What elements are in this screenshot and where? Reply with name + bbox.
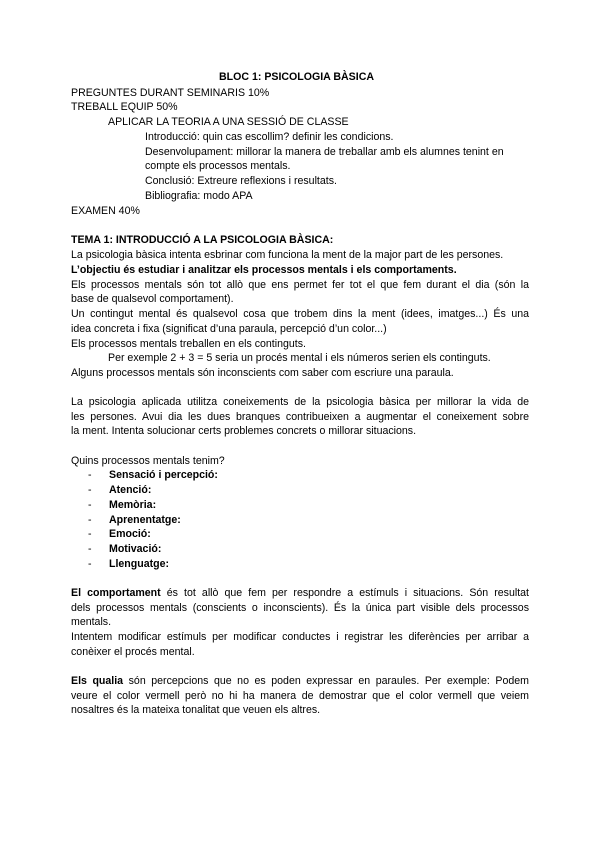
- tema1-heading: TEMA 1: INTRODUCCIÓ A LA PSICOLOGIA BÀSICA:: [71, 234, 334, 246]
- behavior-text-1: és tot allò que fem per respondre a estímuls i situacions. Són resultat: [160, 587, 530, 599]
- list-item: [88, 468, 218, 483]
- list-item: [88, 542, 161, 557]
- behavior-line-1: [71, 586, 529, 601]
- tema1-example: Per exemple 2 + 3 = 5 seria un procés mental i els números serien els continguts.: [108, 352, 491, 364]
- qualia-line-2: veure el color vermell però no hi ha manera de demostrar que el color vermell que veiem: [71, 690, 529, 702]
- tema1-objective: L’objectiu és estudiar i analitzar els processos mentals i els comportaments.: [71, 264, 457, 276]
- eval-examen: EXAMEN 40%: [71, 205, 140, 217]
- tema1-processes-def-1: Els processos mentals són tot allò que ens permet fer tot el que fem durant el dia (són la: [71, 279, 529, 291]
- process-llenguatge: Llenguatge:: [109, 558, 170, 570]
- bullet-marker: -: [88, 514, 92, 526]
- tema1-processes-def-2: base de qualsevol comportament).: [71, 293, 234, 305]
- process-aprenentatge: Aprenentatge:: [109, 514, 181, 526]
- process-atencio: Atenció:: [109, 484, 152, 496]
- process-emocio: Emoció:: [109, 528, 151, 540]
- behavior-term: El comportament: [71, 587, 161, 599]
- list-item: [88, 557, 169, 572]
- bullet-marker: -: [88, 528, 92, 540]
- tema1-content-def-2: idea concreta i fixa (significat d’una paraula, percepció d’un color...): [71, 323, 387, 335]
- modify-line-1: Intentem modificar estímuls per modificar conductes i registrar les diferències per arribar a: [71, 631, 529, 643]
- qualia-line-3: nosaltres és la mateixa tonalitat que veuen els altres.: [71, 704, 321, 716]
- bullet-marker: -: [88, 469, 92, 481]
- tema1-content-def-1: Un contingut mental és qualsevol cosa que trobem dins la ment (idees, imatges...) És una: [71, 308, 529, 320]
- process-sensacio: Sensació i percepció:: [109, 469, 218, 481]
- list-item: [88, 513, 181, 528]
- bullet-marker: -: [88, 543, 92, 555]
- behavior-line-3: mentals.: [71, 616, 112, 628]
- applied-psych-2: les persones. Avui dia les dues branques contribueixen a augmentar el coneixement sobre: [71, 411, 529, 423]
- eval-treball-equip: TREBALL EQUIP 50%: [71, 101, 178, 113]
- bullet-marker: -: [88, 484, 92, 496]
- behavior-line-2: dels processos mentals (conscients o inconscients). És la única part visible dels processos: [71, 602, 529, 614]
- eval-desenvolupament-2: compte els processos mentals.: [145, 160, 291, 172]
- modify-line-2: conèixer el procés mental.: [71, 646, 195, 658]
- tema1-intro-line: La psicologia bàsica intenta esbrinar com funciona la ment de la major part de les persones.: [71, 249, 504, 261]
- eval-conclusio: Conclusió: Extreure reflexions i resultats.: [145, 175, 337, 187]
- qualia-term: Els qualia: [71, 675, 124, 687]
- eval-bibliografia: Bibliografia: modo APA: [145, 190, 253, 202]
- eval-introduccio: Introducció: quin cas escollim? definir les condicions.: [145, 131, 394, 143]
- processes-question: Quins processos mentals tenim?: [71, 455, 225, 467]
- bullet-marker: -: [88, 558, 92, 570]
- process-memoria: Memòria:: [109, 499, 157, 511]
- tema1-processes-work: Els processos mentals treballen en els continguts.: [71, 338, 306, 350]
- list-item: [88, 498, 156, 513]
- applied-psych-3: la ment. Intenta solucionar certs problemes concrets o millorar situacions.: [71, 425, 417, 437]
- eval-desenvolupament-1: Desenvolupament: millorar la manera de treballar amb els alumnes tenint en: [145, 146, 504, 158]
- qualia-line-1: [71, 674, 529, 689]
- tema1-unconscious: Alguns processos mentals són inconscients com saber com escriure una paraula.: [71, 367, 454, 379]
- qualia-text-1: són percepcions que no es poden expressar en paraules. Per exemple: Podem: [123, 675, 529, 687]
- list-item: [88, 527, 151, 542]
- document-title: BLOC 1: PSICOLOGIA BÀSICA: [219, 71, 374, 83]
- bullet-marker: -: [88, 499, 92, 511]
- process-motivacio: Motivació:: [109, 543, 162, 555]
- eval-aplicar-teoria: APLICAR LA TEORIA A UNA SESSIÓ DE CLASSE: [108, 116, 349, 128]
- eval-seminaris: PREGUNTES DURANT SEMINARIS 10%: [71, 87, 270, 99]
- applied-psych-1: La psicologia aplicada utilitza coneixements de la psicologia bàsica per millorar la vida de: [71, 396, 529, 408]
- list-item: [88, 483, 151, 498]
